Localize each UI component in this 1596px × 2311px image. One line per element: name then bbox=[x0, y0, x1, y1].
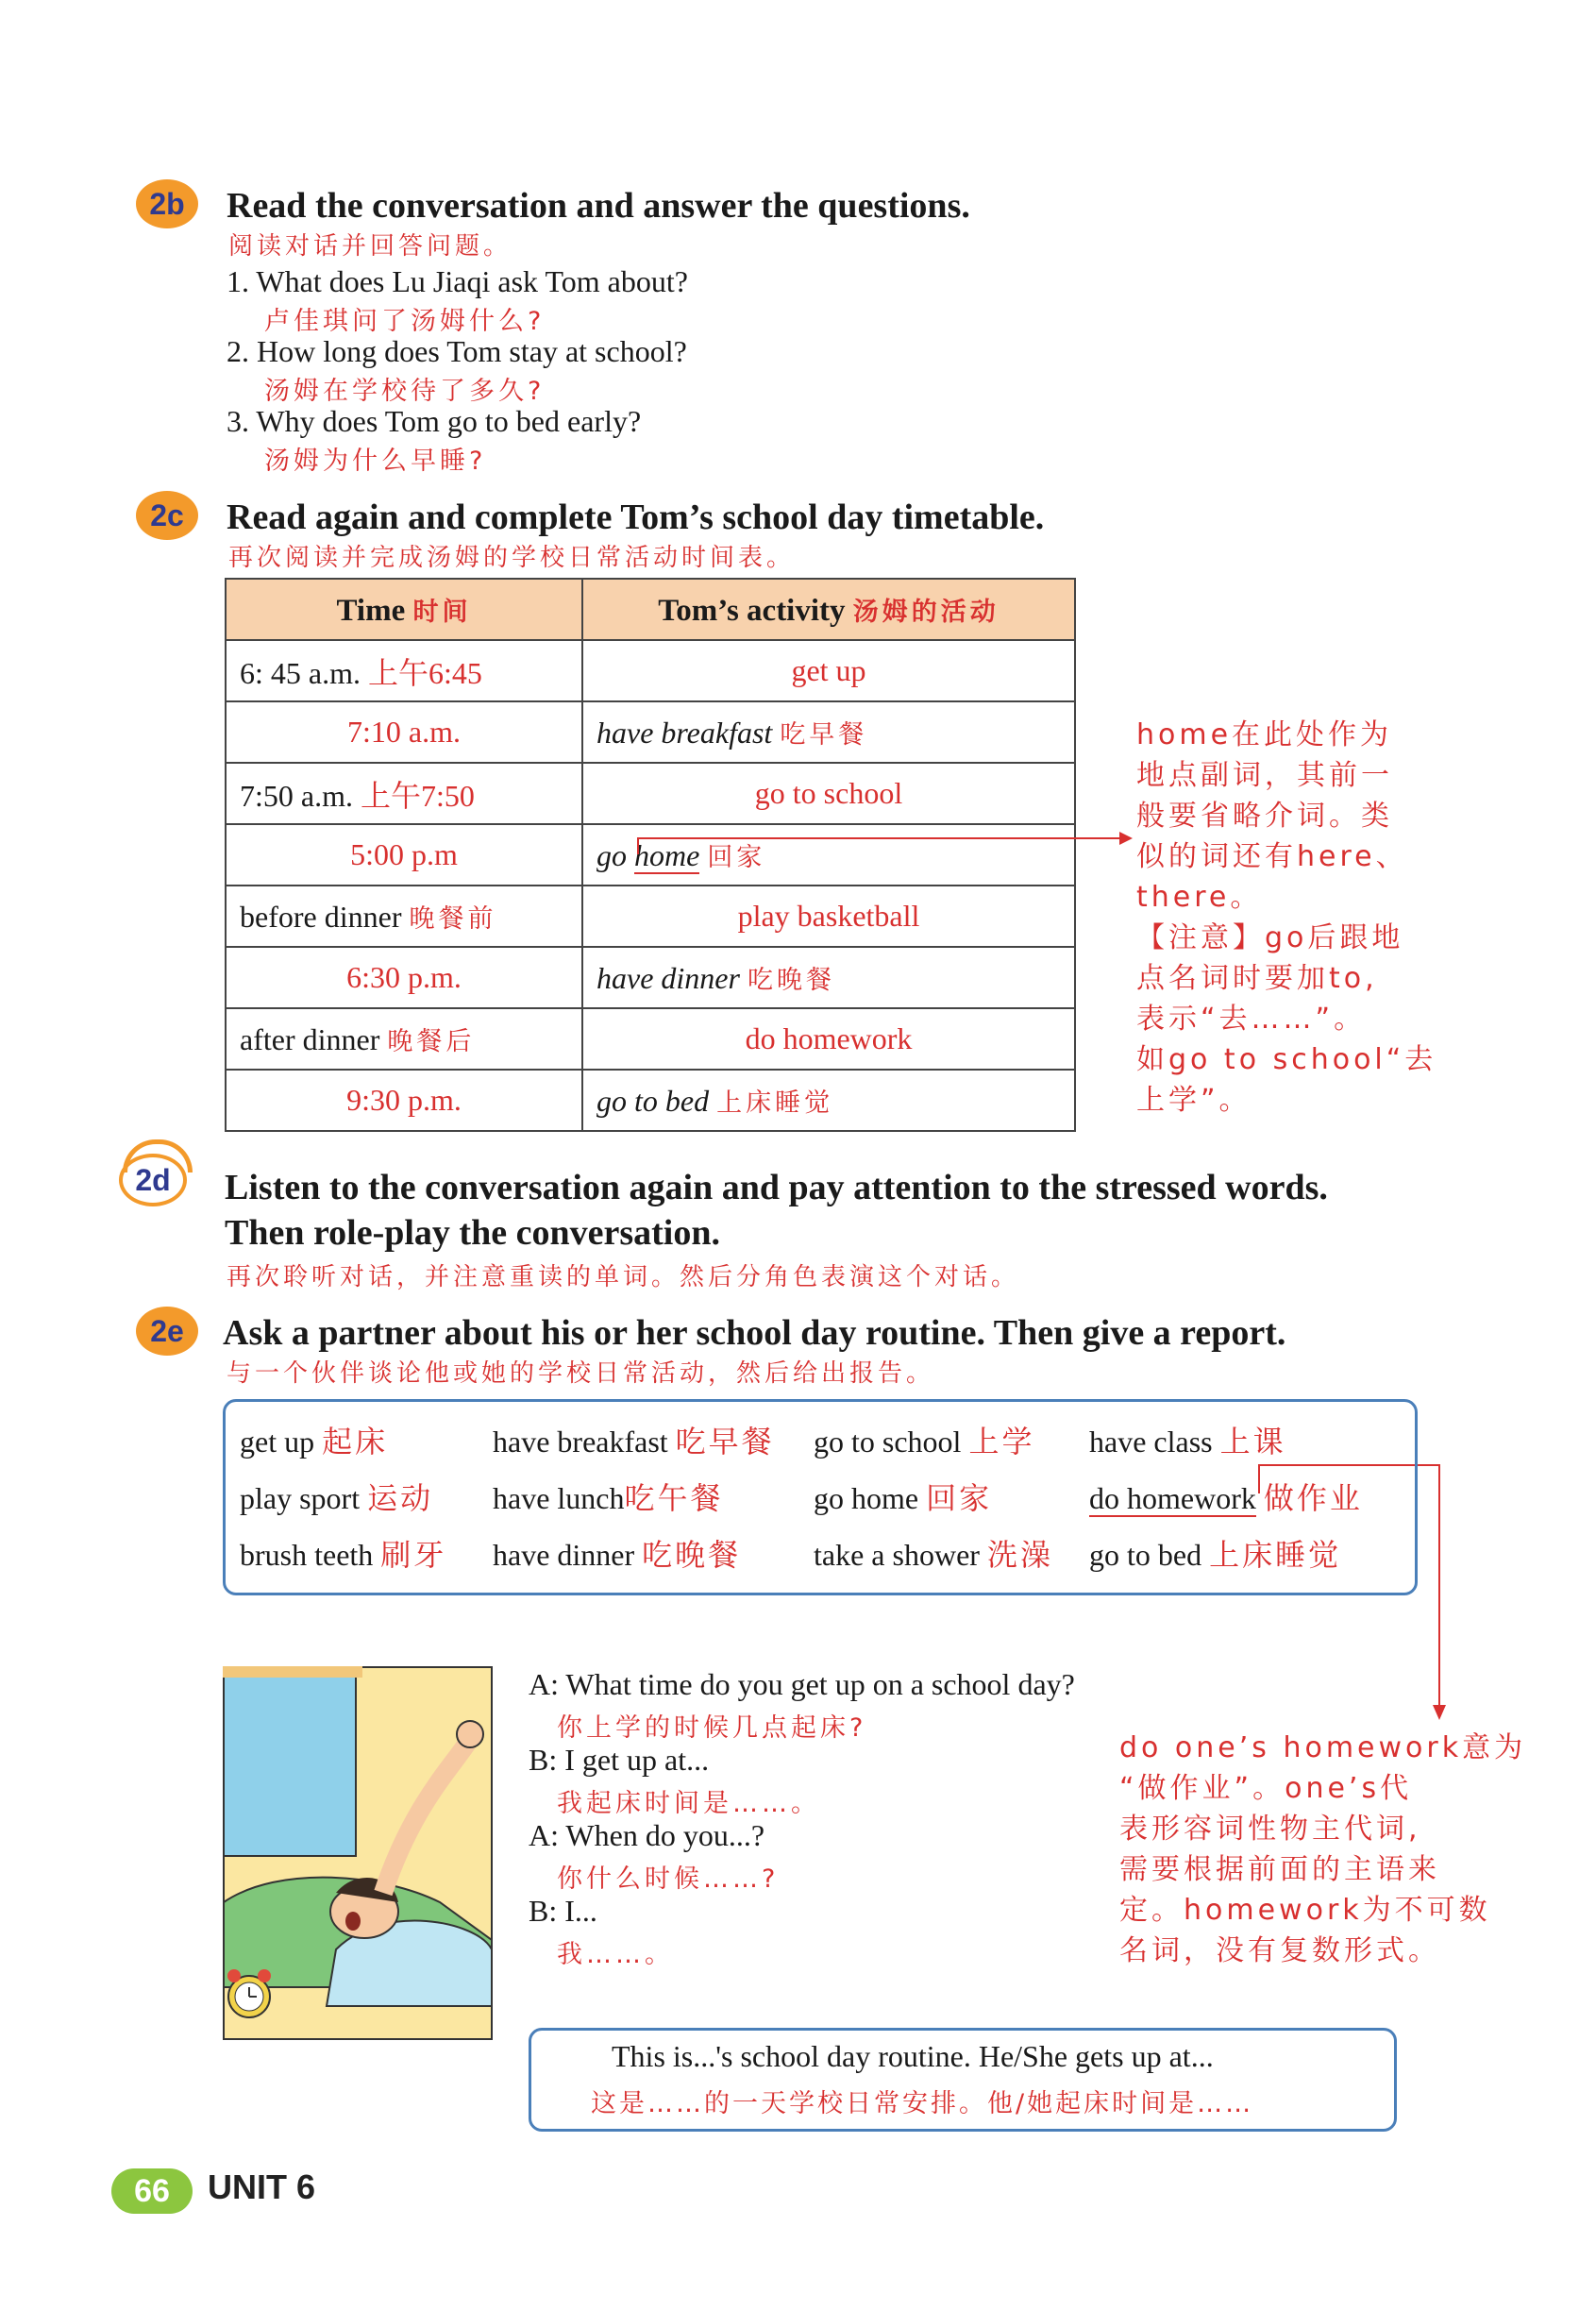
phrase-item: go home 回家 bbox=[814, 1480, 993, 1516]
time-cell: 7:50 a.m. 上午7:50 bbox=[226, 763, 582, 824]
phrase-item: get up 起床 bbox=[240, 1424, 389, 1459]
phrase-item: have breakfast 吃早餐 bbox=[493, 1424, 775, 1459]
phrase-item: play sport 运动 bbox=[240, 1480, 434, 1516]
time-cell: after dinner 晚餐后 bbox=[226, 1008, 582, 1070]
phrase-item: take a shower 洗澡 bbox=[814, 1537, 1053, 1573]
dialog-line-4-zh: 我……。 bbox=[557, 1940, 674, 1969]
homework-note: do one’s homework意为 “做作业”。one’s代 表形容词性物主代词, 需要根据前面的主语来 定。homework为不可数 名词，没有复数形式。 bbox=[1119, 1731, 1527, 1967]
section-2e-title: Ask a partner about his or her school day routine. Then give a report. bbox=[223, 1313, 1286, 1353]
section-badge-2e: 2e bbox=[136, 1307, 198, 1356]
dialog-line-2-zh: 我起床时间是……。 bbox=[557, 1789, 820, 1818]
time-answer: 7:10 a.m. bbox=[226, 701, 582, 763]
question-1: 1. What does Lu Jiaqi ask Tom about? bbox=[227, 264, 688, 298]
dialog-line-3-zh: 你什么时候……? bbox=[557, 1864, 780, 1894]
boy-waking-up-illustration bbox=[223, 1666, 493, 2040]
question-3-zh: 汤姆为什么早睡? bbox=[264, 447, 487, 476]
dialog-line-1: A: What time do you get up on a school day? bbox=[529, 1667, 1075, 1701]
question-1-zh: 卢佳琪问了汤姆什么? bbox=[264, 307, 546, 336]
report-sentence: This is...'s school day routine. He/She gets up at... bbox=[612, 2039, 1214, 2073]
phrase-item: have dinner 吃晚餐 bbox=[493, 1537, 742, 1573]
phrase-item: go to school 上学 bbox=[814, 1424, 1035, 1459]
section-2d-title-line2: Then role-play the conversation. bbox=[225, 1213, 720, 1253]
phrase-item: have class 上课 bbox=[1089, 1424, 1286, 1459]
section-2e-title-zh: 与一个伙伴谈论他或她的学校日常活动，然后给出报告。 bbox=[227, 1359, 935, 1388]
time-answer: 5:00 p.m bbox=[226, 824, 582, 886]
activity-answer: go to school bbox=[582, 763, 1075, 824]
activity-cell: go home 回家 bbox=[582, 824, 1075, 886]
activity-answer: do homework bbox=[582, 1008, 1075, 1070]
header-activity: Tom’s activity 汤姆的活动 bbox=[582, 579, 1075, 640]
dialog-line-4: B: I... bbox=[529, 1894, 597, 1928]
unit-label: UNIT 6 bbox=[208, 2168, 316, 2206]
section-2c-title: Read again and complete Tom’s school day timetable. bbox=[227, 498, 1045, 537]
question-2-zh: 汤姆在学校待了多久? bbox=[264, 377, 546, 406]
section-badge-2c: 2c bbox=[136, 491, 198, 540]
phrase-item: brush teeth 刷牙 bbox=[240, 1537, 447, 1573]
section-2c-title-zh: 再次阅读并完成汤姆的学校日常活动时间表。 bbox=[228, 544, 796, 572]
home-note: home在此处作为 地点副词，其前一 般要省略介词。类 似的词还有here、 there。 【注意】go后跟地 点名词时要加to, 表示“去……”。 如go to school“去 上学”。 bbox=[1136, 718, 1437, 1117]
section-2d-title-line1: Listen to the conversation again and pay attention to the stressed words. bbox=[225, 1168, 1328, 1207]
question-3: 3. Why does Tom go to bed early? bbox=[227, 404, 642, 438]
dialog-line-3: A: When do you...? bbox=[529, 1818, 765, 1852]
activity-cell: have breakfast 吃早餐 bbox=[582, 701, 1075, 763]
phrase-item: go to bed 上床睡觉 bbox=[1089, 1537, 1342, 1573]
question-2: 2. How long does Tom stay at school? bbox=[227, 334, 687, 368]
activity-cell: go to bed 上床睡觉 bbox=[582, 1070, 1075, 1131]
phrase-item: do homework 做作业 bbox=[1089, 1480, 1363, 1516]
activity-answer: get up bbox=[582, 640, 1075, 701]
dialog-line-2: B: I get up at... bbox=[529, 1743, 710, 1777]
time-cell: before dinner 晚餐前 bbox=[226, 886, 582, 947]
section-2b-title-zh: 阅读对话并回答问题。 bbox=[228, 232, 512, 261]
section-badge-2b: 2b bbox=[136, 179, 198, 228]
header-time: Time 时间 bbox=[226, 579, 582, 640]
report-sentence-zh: 这是……的一天学校日常安排。他/她起床时间是…… bbox=[591, 2089, 1254, 2118]
time-answer: 9:30 p.m. bbox=[226, 1070, 582, 1131]
activity-answer: play basketball bbox=[582, 886, 1075, 947]
time-answer: 6:30 p.m. bbox=[226, 947, 582, 1008]
section-2b-title: Read the conversation and answer the questions. bbox=[227, 186, 970, 226]
time-cell: 6: 45 a.m. 上午6:45 bbox=[226, 640, 582, 701]
dialog-line-1-zh: 你上学的时候几点起床? bbox=[557, 1713, 867, 1743]
page-number: 66 bbox=[111, 2168, 193, 2214]
section-badge-2d: 2d bbox=[119, 1154, 187, 1206]
section-2d-title-zh: 再次聆听对话，并注意重读的单词。然后分角色表演这个对话。 bbox=[227, 1263, 1020, 1291]
home-underlined: home bbox=[634, 838, 700, 872]
activity-cell: have dinner 吃晚餐 bbox=[582, 947, 1075, 1008]
phrase-item: have lunch吃午餐 bbox=[493, 1480, 724, 1516]
